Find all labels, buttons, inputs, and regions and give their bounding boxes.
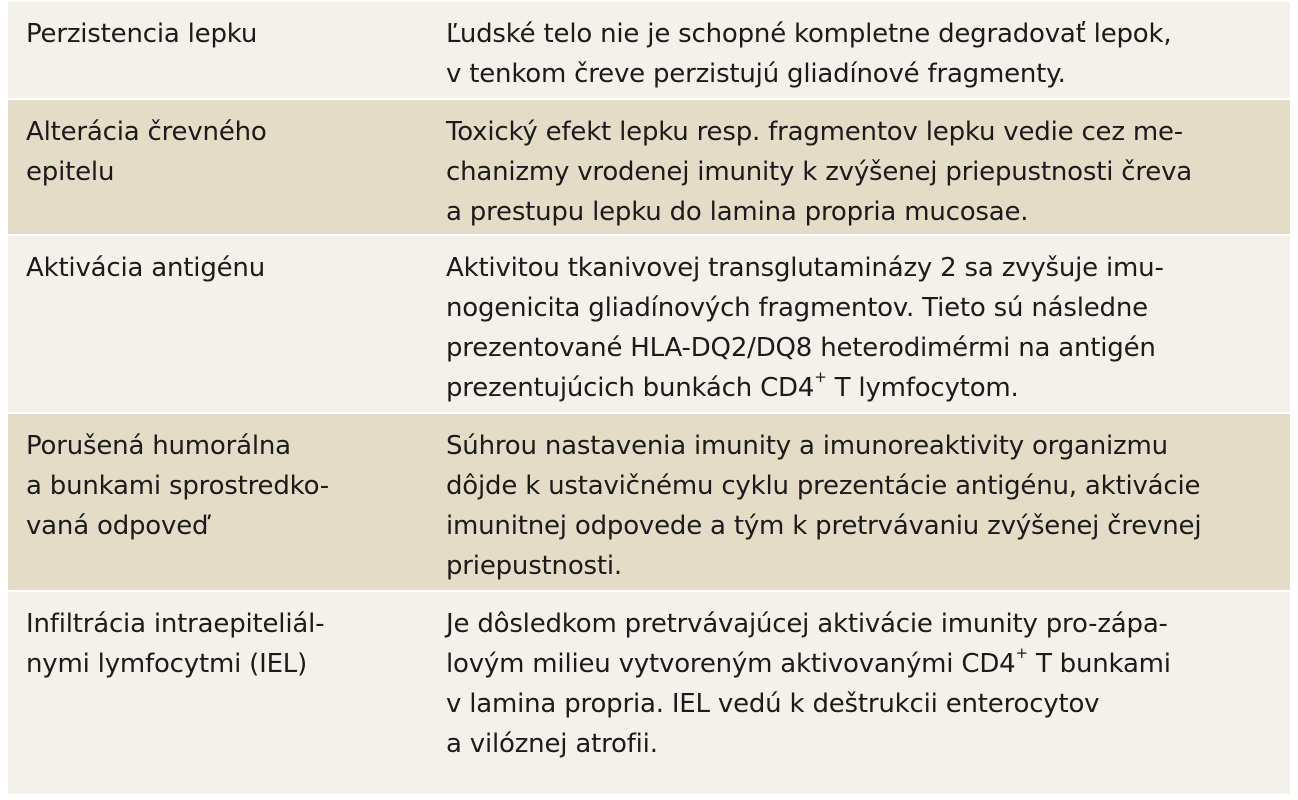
superscript-plus: + <box>814 368 827 387</box>
table-row <box>8 236 1290 414</box>
table-row <box>8 100 1290 236</box>
row-description: Aktivitou tkanivovej transglutaminázy 2 sa zvyšuje imu- nogenicita gliadínových fragmentov. Tieto sú následne prezentované HLA-DQ2/DQ8 heterodimérmi na antigén prezentujúcich bunkách CD4+ T lymfocytom. <box>446 253 1164 403</box>
row-description: Toxický efekt lepku resp. fragmentov lepku vedie cez me- chanizmy vrodenej imunity k zvýšenej priepustnosti čreva a prestupu lepku do lamina propria mucosae. <box>446 117 1193 227</box>
table-row <box>8 2 1290 100</box>
row-term: Alterácia črevného epitelu <box>26 117 267 187</box>
pathogenesis-table <box>8 0 1290 796</box>
row-description: Súhrou nastavenia imunity a imunoreaktivity organizmu dôjde k ustavičnému cyklu prezentácie antigénu, aktivácie imunitnej odpovede a tým k pretrvávaniu zvýšenej črevnej priepustnosti. <box>446 431 1202 581</box>
row-term: Perzistencia lepku <box>26 19 258 49</box>
row-term: Aktivácia antigénu <box>26 253 265 283</box>
table-row <box>8 414 1290 592</box>
row-term: Porušená humorálna a bunkami sprostredko- vaná odpoveď <box>26 431 329 541</box>
row-term: Infiltrácia intraepiteliál- nymi lymfocytmi (IEL) <box>26 609 325 679</box>
table-row <box>8 592 1290 796</box>
superscript-plus: + <box>1015 644 1028 663</box>
row-description: Ľudské telo nie je schopné kompletne degradovať lepok, v tenkom čreve perzistujú gliadínové fragmenty. <box>446 19 1172 89</box>
row-description: Je dôsledkom pretrvávajúcej aktivácie imunity pro-zápa- lovým milieu vytvoreným aktivovanými CD4+ T bunkami v lamina propria. IEL vedú k deštrukcii enterocytov a vilóznej atrofii. <box>446 609 1171 759</box>
